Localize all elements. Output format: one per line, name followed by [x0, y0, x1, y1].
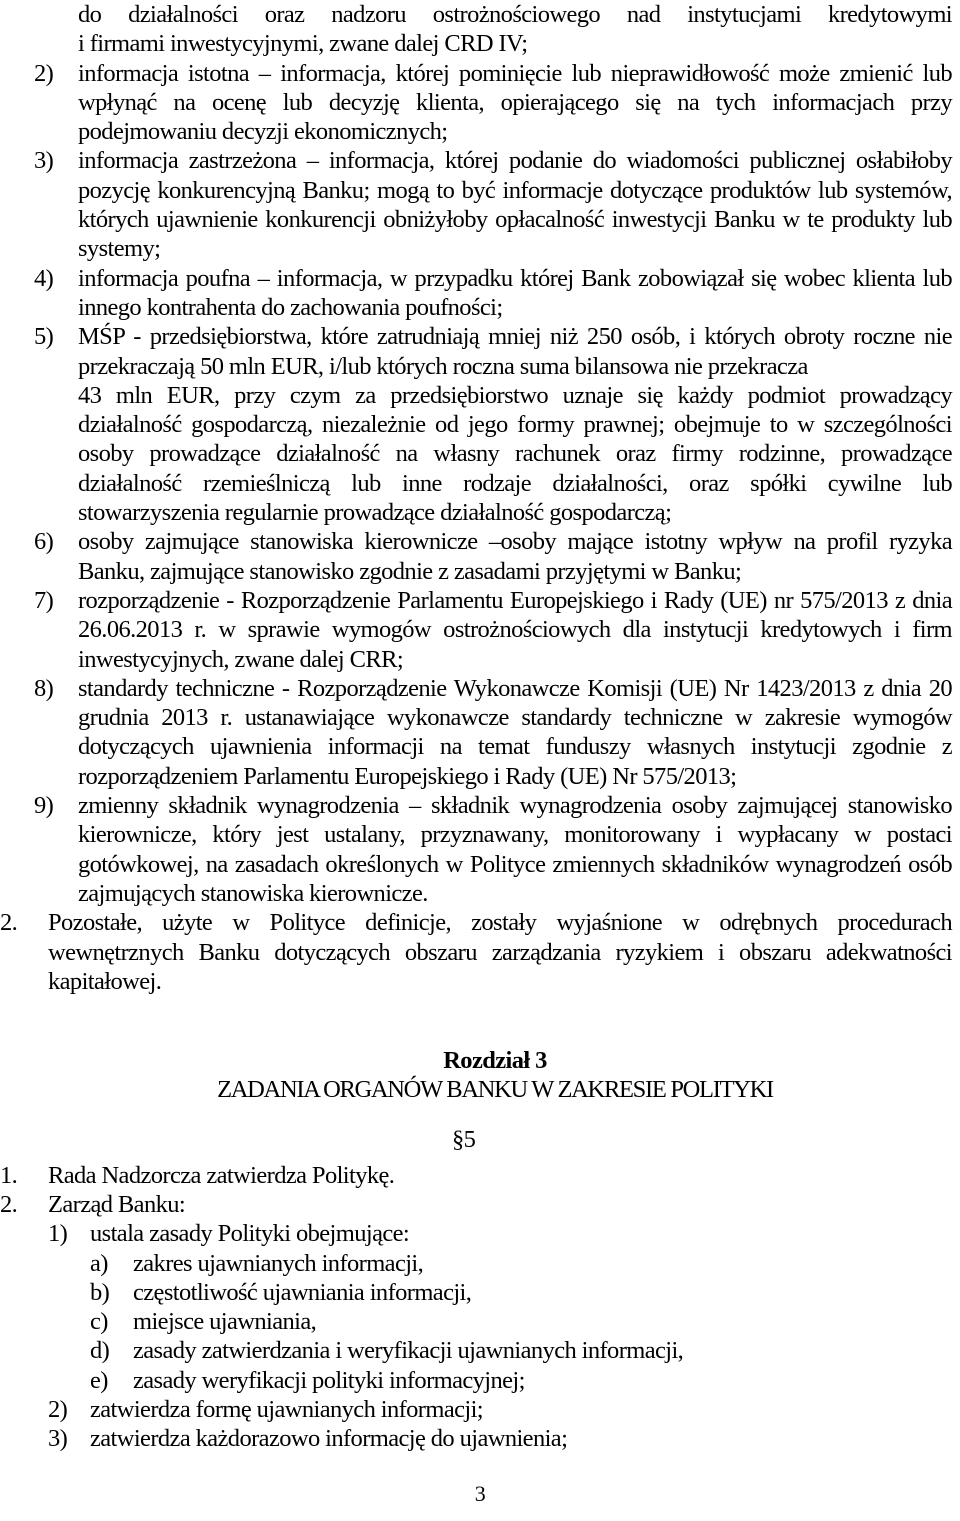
letter-item-label: e) [90, 1366, 108, 1394]
definition-text: MŚP - przedsiębiorstwa, które zatrudniają mniej niż 250 osób, i których obroty roczne nie przekraczają 50 mln EUR, i/lub których roczna suma bilansowa nie przekracza [78, 323, 952, 380]
definition-number: 7) [34, 586, 54, 614]
letter-item-text: częstotliwość ujawniania informacji, [133, 1278, 472, 1306]
letter-item-text: zasady weryfikacji polityki informacyjnej; [133, 1366, 525, 1394]
point-2 [0, 908, 960, 996]
definition-item [0, 791, 960, 908]
definition-item [0, 322, 960, 527]
section-content [0, 1161, 960, 1454]
page-number: 3 [474, 1481, 486, 1506]
letter-item [0, 1307, 960, 1336]
section-item [0, 1190, 960, 1219]
point-number: 2. [0, 909, 18, 937]
top-line-1: do działalności oraz nadzoru ostrożnościowego nad instytucjami kredytowymi [78, 1, 952, 28]
definition-item [0, 586, 960, 674]
definition-text: rozporządzenie - Rozporządzenie Parlamentu Europejskiego i Rady (UE) nr 575/2013 z dnia 26.06.2013 r. w sprawie wymogów ostrożnościowych dla instytucji kredytowych i firm inwestycyjnych, zwane dalej CRR; [78, 586, 952, 673]
letter-item-text: zakres ujawnianych informacji, [133, 1249, 424, 1277]
section-item-text: Rada Nadzorcza zatwierdza Politykę. [48, 1161, 395, 1189]
paragraph-sign [0, 1125, 960, 1161]
definition-text: informacja zastrzeżona – informacja, której podanie do wiadomości publicznej osłabiłoby pozycję konkurencyjną Banku; mogą to być informacje dotyczące produktów lub systemów, których ujawnienie konkurencji obniżyłoby opłacalność inwestycji Banku w te produkty lub systemy; [78, 147, 952, 263]
definition-text: informacja istotna – informacja, której pominięcie lub nieprawidłowość może zmienić lub wpłynąć na ocenę lub decyzję klienta, opierającego się na tych informacjach przy podejmowaniu decyzji ekonomicznych; [78, 59, 952, 146]
letter-item-label: b) [90, 1278, 110, 1306]
definition-number: 3) [34, 147, 54, 175]
letter-item-label: c) [90, 1308, 108, 1336]
definition-item [0, 146, 960, 263]
letter-item [0, 1278, 960, 1307]
definition-text: informacja poufna – informacja, w przypadku której Bank zobowiązał się wobec klienta lub innego kontrahenta do zachowania poufności; [78, 264, 952, 321]
sub-item-text: zatwierdza każdorazowo informację do ujawnienia; [90, 1425, 568, 1453]
definition-text: zmienny składnik wynagrodzenia – składnik wynagrodzenia osoby zajmującej stanowisko kierownicze, który jest ustalany, przyznawany, monitorowany i wypłacany w postaci gotówkowej, na zasadach określonych w Polityce zmiennych składników wynagrodzeń osób zajmujących stanowiska kierownicze. [78, 792, 952, 907]
section-item [0, 1161, 960, 1190]
sub-item-text: ustala zasady Polityki obejmujące: [90, 1220, 410, 1248]
definition-number: 8) [34, 674, 54, 702]
top-continuation [0, 0, 960, 59]
section-item-number: 1. [0, 1161, 18, 1189]
definition-item [0, 674, 960, 791]
chapter-heading [0, 1046, 960, 1105]
chapter-title: ZADANIA ORGANÓW BANKU W ZAKRESIE POLITYKI [217, 1076, 773, 1104]
sub-item [0, 1424, 960, 1453]
sub-item-number: 2) [48, 1396, 68, 1424]
definition-text: osoby zajmujące stanowiska kierownicze –osoby mające istotny wpływ na profil ryzyka Banku, zajmujące stanowisko zgodnie z zasadami przyjętymi w Banku; [78, 528, 952, 585]
letter-item [0, 1249, 960, 1278]
letter-item-text: miejsce ujawniania, [133, 1308, 317, 1336]
section-item-text: Zarząd Banku: [48, 1190, 186, 1218]
definition-number: 9) [34, 792, 54, 820]
definition-number: 2) [34, 59, 54, 87]
sub-item [0, 1395, 960, 1424]
paragraph-sign-text: §5 [452, 1125, 476, 1153]
letter-item-text: zasady zatwierdzania i weryfikacji ujawnianych informacji, [133, 1337, 684, 1365]
definition-item [0, 59, 960, 147]
sub-item-number: 1) [48, 1220, 68, 1248]
sub-item-text: zatwierdza formę ujawnianych informacji; [90, 1396, 483, 1424]
definition-text: standardy techniczne - Rozporządzenie Wykonawcze Komisji (UE) Nr 1423/2013 z dnia 20 grudnia 2013 r. ustanawiające wykonawcze standardy techniczne w zakresie wymogów dotyczących ujawnienia informacji na temat funduszy własnych instytucji zgodnie z rozporządzeniem Parlamentu Europejskiego i Rady (UE) Nr 575/2013; [78, 674, 952, 790]
point-text: Pozostałe, użyte w Polityce definicje, zostały wyjaśnione w odrębnych procedurach wewnętrznych Banku dotyczących obszaru zarządzania ryzykiem i obszaru adekwatności kapitałowej. [48, 909, 952, 995]
chapter-number: Rozdział 3 [443, 1047, 547, 1075]
section-item-number: 2. [0, 1190, 18, 1218]
top-line-2: i firmami inwestycyjnymi, zwane dalej CRD IV; [78, 30, 528, 58]
definitions-list [0, 59, 960, 909]
definition-number: 6) [34, 528, 54, 556]
letter-item-label: a) [90, 1249, 108, 1277]
letter-item [0, 1336, 960, 1365]
definition-item [0, 527, 960, 586]
definition-number: 4) [34, 264, 54, 292]
letter-item-label: d) [90, 1337, 110, 1365]
definition-text-continued: 43 mln EUR, przy czym za przedsiębiorstwo uznaje się każdy podmiot prowadzący działalność gospodarczą, niezależnie od jego formy prawnej; obejmuje to w szczególności osoby prowadzące działalność na własny rachunek oraz firmy rodzinne, prowadzące działalność rzemieślniczą lub inne rodzaje działalności, oraz spółki cywilne lub stowarzyszenia regularnie prowadzące działalność gospodarczą; [78, 381, 952, 527]
sub-item-number: 3) [48, 1425, 68, 1453]
definition-item [0, 264, 960, 323]
letter-item [0, 1366, 960, 1395]
definition-number: 5) [34, 323, 54, 351]
sub-item [0, 1219, 960, 1248]
